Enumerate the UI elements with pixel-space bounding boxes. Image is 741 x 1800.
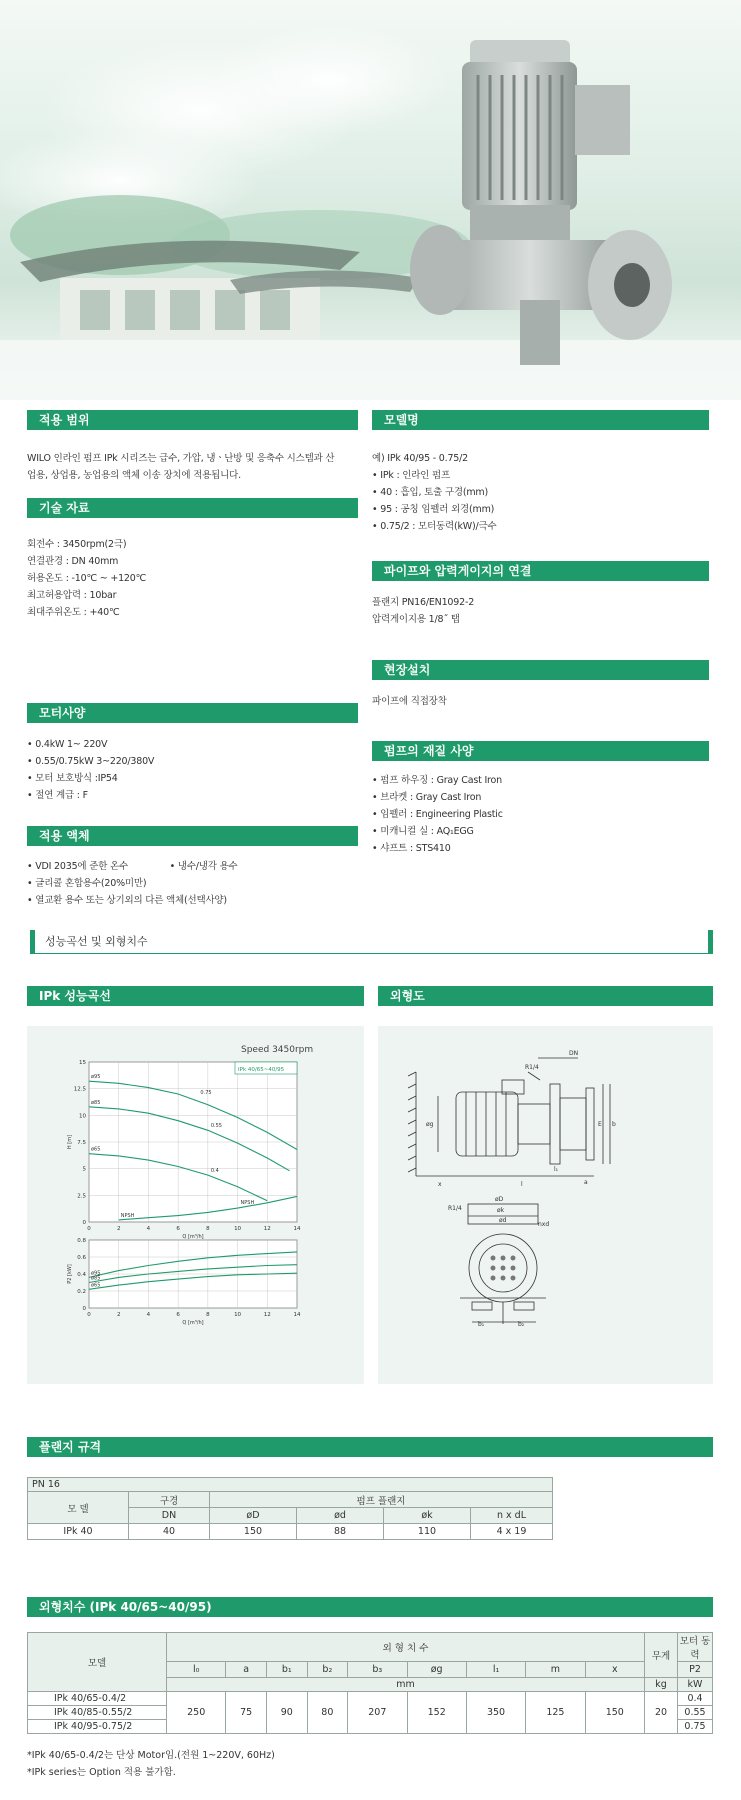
unit-kg: kg [645,1678,678,1692]
svg-text:b₁: b₁ [478,1321,485,1328]
x-tick-label: 10 [234,1312,242,1318]
model-cell: IPk 40/85-0.55/2 [28,1706,167,1720]
scope-line: 업용, 상업용, 농업용의 액체 이송 장치에 적용됩니다. [27,470,241,481]
x-tick-label: 14 [293,1312,301,1318]
x-tick-label: 8 [206,1312,210,1318]
curve-panel [27,1026,364,1384]
fluid-line: • 열교환 용수 또는 상기외의 다른 액체(선택사양) [27,895,227,906]
table-cell: 4 x 19 [471,1524,553,1540]
table-header: øk [384,1508,471,1524]
x-tick-label: 6 [176,1312,180,1318]
install-title: 현장설치 [372,660,709,680]
section-heading: 성능곡선 및 외형치수 [30,930,713,954]
table-cell: IPk 40 [28,1524,129,1540]
svg-text:øg: øg [426,1121,434,1128]
x-tick-label: 8 [206,1226,210,1232]
scope-text [27,450,362,484]
x-tick-label: 2 [116,1312,121,1318]
table-header: b₃ [348,1662,407,1678]
table-cell: 150 [585,1692,644,1734]
dims-title: 외형치수 (IPk 40/65~40/95) [27,1597,713,1617]
series-label: ø65 [91,1146,101,1153]
series-label: ø65 [91,1282,101,1289]
table-header: 펌프 플랜지 [210,1492,553,1508]
power-curve-chart [67,1238,301,1326]
pump-photo [410,40,672,365]
material-line: • 샤프트 : STS410 [372,843,451,854]
table-row [28,1692,713,1706]
model-title: 모델명 [372,410,709,430]
flange-table [27,1477,553,1540]
outline-title: 외형도 [378,986,713,1006]
fluid-line [27,858,362,875]
x-tick-label: 12 [263,1226,271,1232]
material-text [372,772,712,857]
y-tick-label: 0 [82,1220,86,1226]
table-row [28,1524,553,1540]
x-axis-label: Q [m³/h] [182,1234,204,1240]
table-header: l₀ [167,1662,226,1678]
svg-text:øD: øD [495,1196,504,1203]
install-text [372,693,712,710]
x-tick-label: 2 [116,1226,121,1232]
x-tick-label: 4 [146,1226,151,1232]
tech-line: 최대주위온도 : +40℃ [27,607,120,618]
table-header: øD [210,1508,297,1524]
table-cell: 88 [297,1524,384,1540]
model-line: • IPk : 인라인 펌프 [372,470,451,481]
y-axis-label: H [m] [67,1134,73,1150]
tech-line: 회전수 : 3450rpm(2극) [27,539,127,550]
series-label: ø95 [91,1270,101,1277]
table-cell: 0.4 [678,1692,713,1706]
curve-label: 0.4 [210,1167,219,1174]
material-line: • 브라켓 : Gray Cast Iron [372,792,482,803]
y-axis-label: P2 [kW] [67,1264,73,1284]
tech-title: 기술 자료 [27,498,358,518]
table-cell: 90 [266,1692,307,1734]
x-tick-label: 10 [234,1226,242,1232]
table-cell: 75 [226,1692,267,1734]
table-header: 모터 동력 [678,1633,713,1662]
svg-text:nxd: nxd [538,1221,550,1228]
series-label: ø85 [91,1275,101,1282]
note-line: *IPk 40/65-0.4/2는 단상 Motor임.(전원 1~220V, 60Hz) [27,1750,275,1761]
x-tick-label: 6 [176,1226,180,1232]
x-tick-label: 4 [146,1312,151,1318]
hero-illustration [0,0,741,400]
svg-text:øk: øk [497,1207,505,1214]
fluid-title: 적용 액체 [27,826,358,846]
table-header: P2 [678,1662,713,1678]
model-line: • 95 : 공칭 임펠러 외경(mm) [372,504,495,515]
tech-text [27,536,362,621]
unit-kw: kW [678,1678,713,1692]
svg-text:l₁: l₁ [554,1166,559,1173]
svg-text:b₂: b₂ [518,1321,525,1328]
model-line: • 0.75/2 : 모터동력(kW)/극수 [372,521,497,532]
material-line: • 임펠러 : Engineering Plastic [372,809,503,820]
motor-text [27,736,362,804]
y-tick-label: 0 [82,1306,86,1312]
curve-title: IPk 성능곡선 [27,986,364,1006]
motor-line: • 절연 계급 : F [27,790,88,801]
scope-title: 적용 범위 [27,410,358,430]
performance-chart [27,1026,364,1384]
note-line: *IPk series는 Option 적용 불가함. [27,1767,176,1778]
table-header: 외 형 치 수 [167,1633,645,1662]
table-cell: 152 [407,1692,466,1734]
fluid-line: • 글리콜 혼합용수(20%미만) [27,878,147,889]
table-header: b₂ [307,1662,348,1678]
table-header: 모델 [28,1633,167,1692]
outline-panel [378,1026,713,1384]
svg-text:a: a [584,1179,588,1186]
legend-label: IPk 40/65~40/95 [238,1067,285,1073]
table-cell: 110 [384,1524,471,1540]
table-header: ød [297,1508,384,1524]
tech-line: 허용온도 : -10℃ ~ +120℃ [27,573,147,584]
fluid-item: • VDI 2035에 준한 온수 [27,861,128,872]
table-header: m [526,1662,585,1678]
table-header: 무게 [645,1633,678,1678]
table-cell: 125 [526,1692,585,1734]
fluid-text [27,858,362,909]
install-line: 파이프에 직접장착 [372,696,447,707]
table-cell: 250 [167,1692,226,1734]
series-label: ø95 [91,1074,101,1081]
pn-label: PN 16 [28,1478,553,1492]
dims-table [27,1632,713,1734]
table-header: n x dL [471,1508,553,1524]
pipe-line: 플랜지 PN16/EN1092-2 [372,597,475,608]
head-curve-chart [67,1060,301,1240]
hero-image [0,0,741,400]
svg-text:R1/4: R1/4 [525,1064,539,1071]
tech-line: 최고허용압력 : 10bar [27,590,117,601]
fluid-item: • 냉수/냉각 용수 [169,861,238,872]
table-cell: 80 [307,1692,348,1734]
y-tick-label: 0.8 [77,1238,86,1244]
table-cell: 0.55 [678,1706,713,1720]
curve-label: 0.75 [200,1090,212,1096]
curve-label: 0.55 [210,1123,222,1130]
motor-title: 모터사양 [27,703,358,723]
svg-text:R1/4: R1/4 [448,1205,462,1212]
series-label: ø85 [91,1099,101,1106]
pipe-line: 압력게이지용 1/8˝ 탭 [372,614,460,625]
motor-line: • 0.4kW 1~ 220V [27,739,108,750]
x-tick-label: 0 [87,1226,91,1232]
svg-text:l: l [521,1181,523,1188]
table-header: l₁ [466,1662,525,1678]
model-text [372,450,712,535]
table-header: x [585,1662,644,1678]
svg-text:x: x [438,1181,442,1188]
table-cell: 150 [210,1524,297,1540]
table-header: 모 델 [28,1492,129,1524]
series-label: NPSH [120,1212,135,1219]
y-tick-label: 15 [79,1060,86,1066]
material-title: 펌프의 재질 사양 [372,741,709,761]
x-tick-label: 12 [263,1312,271,1318]
x-axis-label: Q [m³/h] [182,1320,204,1326]
table-header: øg [407,1662,466,1678]
y-tick-label: 2.5 [77,1193,86,1200]
y-tick-label: 10 [79,1113,86,1120]
table-header: a [226,1662,267,1678]
y-tick-label: 0.2 [77,1289,86,1295]
tech-line: 연결관경 : DN 40mm [27,556,119,567]
y-tick-label: 5 [82,1166,86,1173]
model-cell: IPk 40/95-0.75/2 [28,1720,167,1734]
svg-text:ød: ød [499,1217,507,1224]
svg-text:E: E [598,1121,602,1128]
table-cell: 40 [129,1524,210,1540]
svg-text:b: b [612,1121,616,1128]
x-tick-label: 0 [87,1312,91,1318]
scope-line: WILO 인라인 펌프 IPk 시리즈는 급수, 가압, 냉ㆍ난방 및 응축수 시스템과 산 [27,453,335,464]
motor-line: • 모터 보호방식 :IP54 [27,773,118,784]
table-cell: 20 [645,1692,678,1734]
table-header: 구경 [129,1492,210,1508]
y-tick-label: 0.6 [77,1255,86,1261]
table-header: b₁ [266,1662,307,1678]
unit-mm: mm [167,1678,645,1692]
outline-drawing [378,1026,713,1384]
material-line: • 미캐니컬 실 : AQ₁EGG [372,826,474,837]
model-line: • 40 : 흡입, 토출 구경(mm) [372,487,488,498]
table-cell: 350 [466,1692,525,1734]
table-header: DN [129,1508,210,1524]
notes [27,1747,713,1781]
pipe-title: 파이프와 압력게이지의 연결 [372,561,709,581]
model-cell: IPk 40/65-0.4/2 [28,1692,167,1706]
y-tick-label: 12.5 [73,1086,86,1093]
curve-label: NPSH [240,1199,255,1206]
y-tick-label: 0.4 [77,1272,86,1278]
flange-title: 플랜지 규격 [27,1437,713,1457]
chart-title: Speed 3450rpm [241,1045,314,1055]
svg-text:DN: DN [569,1050,579,1057]
table-cell: 207 [348,1692,407,1734]
material-line: • 펌프 하우징 : Gray Cast Iron [372,775,502,786]
table-cell: 0.75 [678,1720,713,1734]
pipe-text [372,594,712,628]
motor-line: • 0.55/0.75kW 3~220/380V [27,756,155,767]
model-line: 예) IPk 40/95 - 0.75/2 [372,453,468,464]
x-tick-label: 14 [293,1226,301,1232]
y-tick-label: 7.5 [77,1140,86,1146]
